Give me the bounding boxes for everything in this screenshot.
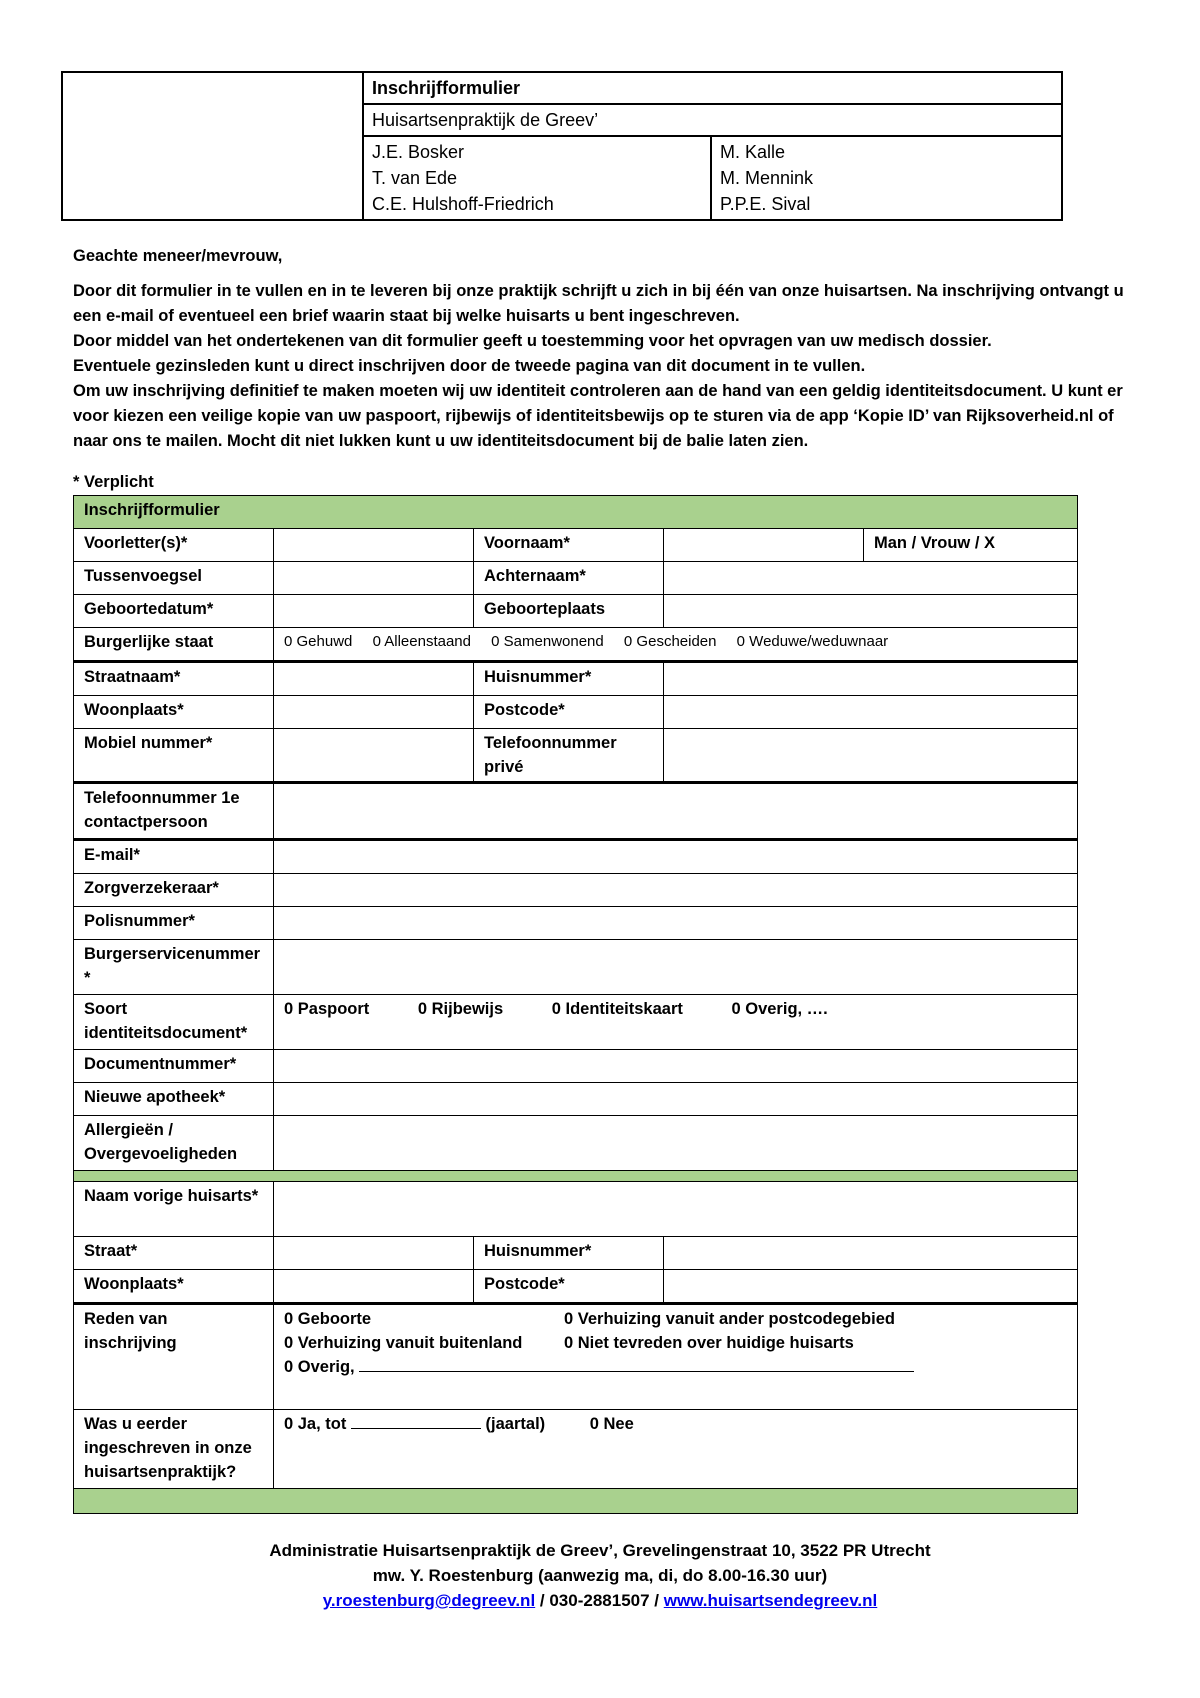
- doctor-name: P.P.E. Sival: [720, 194, 811, 214]
- first-name-field[interactable]: [664, 529, 864, 562]
- prev-street-field[interactable]: [274, 1237, 474, 1270]
- marital-status-options: [274, 628, 1078, 662]
- prev-postcode-label: Postcode*: [474, 1270, 664, 1304]
- doctor-name: T. van Ede: [372, 168, 458, 188]
- reason-option[interactable]: 0 Overig,: [284, 1358, 355, 1376]
- last-name-field[interactable]: [664, 562, 1078, 595]
- allergies-field[interactable]: [274, 1116, 1078, 1171]
- practice-name: Huisartsenpraktijk de Greev’: [363, 104, 1062, 136]
- pharmacy-label: Nieuwe apotheek*: [74, 1083, 274, 1116]
- footer-address: Administratie Huisartsenpraktijk de Greev’, Grevelingenstraat 10, 3522 PR Utrecht: [269, 1541, 931, 1560]
- no-option[interactable]: 0 Nee: [589, 1415, 634, 1433]
- house-number-field[interactable]: [664, 662, 1078, 696]
- footer-email-link[interactable]: y.roestenburg@degreev.nl: [322, 1591, 536, 1610]
- doctor-name: C.E. Hulshoff-Friedrich: [372, 194, 554, 214]
- previously-registered-options: [274, 1410, 1078, 1489]
- prev-house-number-label: Huisnummer*: [474, 1237, 664, 1270]
- policy-number-label: Polisnummer*: [74, 907, 274, 940]
- marital-option[interactable]: 0 Alleenstaand: [372, 633, 471, 650]
- email-field[interactable]: [274, 840, 1078, 874]
- initials-field[interactable]: [274, 529, 474, 562]
- prev-city-label: Woonplaats*: [74, 1270, 274, 1304]
- doctor-name: M. Mennink: [720, 168, 814, 188]
- form-bottom-bar: [74, 1489, 1078, 1514]
- reason-option[interactable]: 0 Verhuizing vanuit buitenland: [284, 1334, 523, 1352]
- id-option[interactable]: 0 Overig, ….: [731, 1000, 828, 1018]
- document-number-field[interactable]: [274, 1050, 1078, 1083]
- phone-private-label: Telefoonnummer privé: [474, 729, 664, 783]
- street-label: Straatnaam*: [74, 662, 274, 696]
- marital-option[interactable]: 0 Weduwe/weduwnaar: [736, 633, 889, 650]
- required-note: * Verplicht: [73, 473, 154, 491]
- birth-place-label: Geboorteplaats: [474, 595, 664, 628]
- id-option[interactable]: 0 Identiteitskaart: [551, 1000, 683, 1018]
- reason-option[interactable]: 0 Verhuizing vanuit ander postcodegebied: [564, 1310, 895, 1328]
- intro-text: [73, 244, 1133, 454]
- footer-phone: / 030-2881507 /: [539, 1591, 660, 1610]
- email-label: E-mail*: [74, 840, 274, 874]
- reason-option[interactable]: 0 Niet tevreden over huidige huisarts: [564, 1334, 854, 1352]
- year-label: (jaartal): [485, 1415, 546, 1433]
- other-reason-line[interactable]: [359, 1371, 914, 1372]
- previously-registered-label: Was u eerder ingeschreven in onze huisartsenpraktijk?: [74, 1410, 274, 1489]
- marital-status-label: Burgerlijke staat: [74, 628, 274, 662]
- marital-option[interactable]: 0 Gescheiden: [623, 633, 717, 650]
- policy-number-field[interactable]: [274, 907, 1078, 940]
- footer-website-link[interactable]: www.huisartsendegreev.nl: [663, 1591, 878, 1610]
- document-number-label: Documentnummer*: [74, 1050, 274, 1083]
- postcode-field[interactable]: [664, 696, 1078, 729]
- reason-option[interactable]: 0 Geboorte: [284, 1310, 372, 1328]
- city-field[interactable]: [274, 696, 474, 729]
- birth-date-label: Geboortedatum*: [74, 595, 274, 628]
- greeting: Geachte meneer/mevrouw,: [73, 247, 283, 265]
- gender-field[interactable]: Man / Vrouw / X: [864, 529, 1078, 562]
- initials-label: Voorletter(s)*: [74, 529, 274, 562]
- first-name-label: Voornaam*: [474, 529, 664, 562]
- intro-paragraph: Door middel van het ondertekenen van dit formulier geeft u toestemming voor het opvragen van uw medisch dossier.: [73, 332, 992, 350]
- bsn-label: Burgerservicenummer*: [74, 940, 274, 995]
- logo-area: [62, 72, 363, 220]
- allergies-label: Allergieën / Overgevoeligheden: [74, 1116, 274, 1171]
- reason-options: [274, 1304, 1078, 1410]
- prefix-field[interactable]: [274, 562, 474, 595]
- previous-gp-label: Naam vorige huisarts*: [74, 1182, 274, 1237]
- doctor-name: J.E. Bosker: [372, 142, 465, 162]
- mobile-field[interactable]: [274, 729, 474, 783]
- header-title: Inschrijfformulier: [363, 72, 1062, 104]
- birth-place-field[interactable]: [664, 595, 1078, 628]
- birth-date-field[interactable]: [274, 595, 474, 628]
- house-number-label: Huisnummer*: [474, 662, 664, 696]
- footer-contact-person: mw. Y. Roestenburg (aanwezig ma, di, do 8.00-16.30 uur): [372, 1566, 828, 1585]
- intro-paragraph: Om uw inschrijving definitief te maken moeten wij uw identiteit controleren aan de hand van een geldig identiteitsdocument. U kunt er voor kiezen een veilige kopie van uw paspoort, rijbewijs of identiteitsbewijs op te sturen via de app ‘Kopie ID’ van Rijksoverheid.nl of naar ons te mailen. Mocht dit niet lukken kunt u uw identiteitsdocument bij de balie laten zien.: [73, 382, 1123, 450]
- mobile-label: Mobiel nummer*: [74, 729, 274, 783]
- phone-private-field[interactable]: [664, 729, 1078, 783]
- doctors-right: [711, 136, 1062, 220]
- marital-option[interactable]: 0 Samenwonend: [491, 633, 604, 650]
- yes-option[interactable]: 0 Ja, tot: [284, 1415, 347, 1433]
- reason-label: Reden van inschrijving: [74, 1304, 274, 1410]
- header-table: [61, 71, 1063, 221]
- bsn-field[interactable]: [274, 940, 1078, 995]
- insurer-label: Zorgverzekeraar*: [74, 874, 274, 907]
- intro-paragraph: Eventuele gezinsleden kunt u direct inschrijven door de tweede pagina van dit document in te vullen.: [73, 357, 866, 375]
- marital-option[interactable]: 0 Gehuwd: [284, 633, 353, 650]
- previous-gp-field[interactable]: [274, 1182, 1078, 1237]
- year-line[interactable]: [351, 1428, 481, 1429]
- prev-house-number-field[interactable]: [664, 1237, 1078, 1270]
- prev-city-field[interactable]: [274, 1270, 474, 1304]
- prev-postcode-field[interactable]: [664, 1270, 1078, 1304]
- section-divider: [74, 1171, 1078, 1182]
- id-type-label: Soort identiteitsdocument*: [74, 995, 274, 1050]
- id-option[interactable]: 0 Paspoort: [284, 1000, 370, 1018]
- insurer-field[interactable]: [274, 874, 1078, 907]
- phone-contact-label: Telefoonnummer 1e contactpersoon: [74, 783, 274, 840]
- footer: [0, 1538, 1200, 1613]
- form-title: Inschrijfformulier: [74, 496, 1078, 529]
- id-type-options: [274, 995, 1078, 1050]
- phone-contact-field[interactable]: [274, 783, 1078, 840]
- doctors-left: [363, 136, 711, 220]
- last-name-label: Achternaam*: [474, 562, 664, 595]
- intro-paragraph: Door dit formulier in te vullen en in te leveren bij onze praktijk schrijft u zich in bij één van onze huisartsen. Na inschrijving ontvangt u een e-mail of eventueel een brief waarin staat bij welke huisarts u bent ingeschreven.: [73, 282, 1124, 325]
- pharmacy-field[interactable]: [274, 1083, 1078, 1116]
- postcode-label: Postcode*: [474, 696, 664, 729]
- street-field[interactable]: [274, 662, 474, 696]
- prev-street-label: Straat*: [74, 1237, 274, 1270]
- id-option[interactable]: 0 Rijbewijs: [417, 1000, 504, 1018]
- prefix-label: Tussenvoegsel: [74, 562, 274, 595]
- doctor-name: M. Kalle: [720, 142, 786, 162]
- city-label: Woonplaats*: [74, 696, 274, 729]
- registration-form: [73, 495, 1078, 1514]
